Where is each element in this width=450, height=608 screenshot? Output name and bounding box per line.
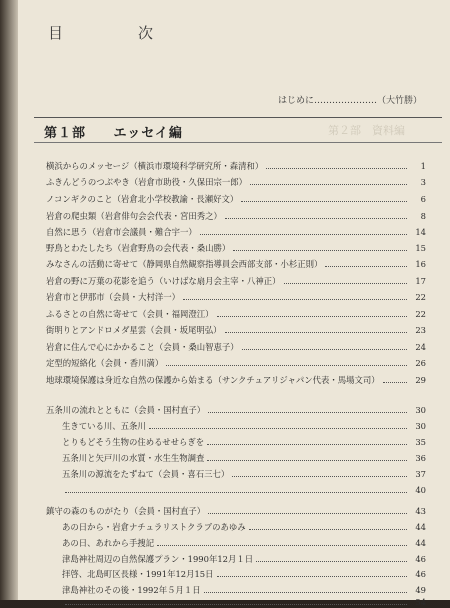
- toc-entry-page: 30: [415, 421, 426, 431]
- toc-entry-page: 40: [415, 485, 426, 495]
- toc-entry: [46, 226, 426, 238]
- toc-entry: [62, 553, 426, 565]
- toc-entry: [62, 537, 426, 549]
- part-title: エッセイ編: [113, 126, 183, 141]
- page-title: 目 次: [48, 24, 184, 42]
- leader-dots: [65, 492, 407, 493]
- toc-entry-title: 地球環境保護は身近な自然の保護から始まる（サンクチュアリジャパン代表・馬場文司）: [46, 375, 380, 385]
- leader-dots: [250, 184, 407, 185]
- toc-entry-page: 6: [420, 194, 426, 204]
- toc-entry: [46, 275, 426, 287]
- toc-entry: [46, 258, 426, 270]
- leader-dots: [183, 299, 407, 300]
- leader-dots: [207, 444, 407, 445]
- show-through-text: 第２部 資料編: [328, 124, 405, 137]
- toc-entry-title: 津島神社周辺の自然保護プラン・1990年12月１日: [62, 554, 254, 564]
- toc-entry-page: 17: [415, 276, 426, 286]
- toc-entry-page: 22: [415, 292, 426, 302]
- toc-entry-title: 拝啓、北島町区長様・1991年12月15日: [62, 569, 214, 579]
- toc-entry-title: 五条川の流れとともに（会員・国村直子）: [46, 405, 206, 415]
- leader-dots: [65, 604, 407, 605]
- toc-entry-title: 街明りとアンドロメダ星雲（会員・坂尾明弘）: [46, 325, 222, 335]
- toc-entry-page: 23: [415, 325, 426, 335]
- leader-dots: [149, 428, 407, 429]
- leader-dots: [249, 529, 407, 530]
- toc-entry-page: 37: [415, 469, 426, 479]
- toc-entry-page: 15: [415, 243, 426, 253]
- leader-dots: [383, 382, 407, 383]
- toc-entry-page: 14: [415, 227, 426, 237]
- leader-dots: [208, 412, 407, 413]
- leader-dots: [157, 545, 407, 546]
- leader-dots: [233, 250, 407, 251]
- toc-entry-page: 1: [420, 161, 426, 171]
- toc-entry-page: 44: [415, 522, 426, 532]
- toc-entry: [46, 210, 426, 222]
- toc-entry-page: 43: [415, 506, 426, 516]
- toc-entry-title: ノコンギクのこと（岩倉北小学校教諭・長瀬好文）: [46, 194, 239, 204]
- toc-entry-title: 津島神社のその後・1992年５月１日: [62, 585, 201, 595]
- toc-entry-title: 鎮守の森のものがたり（会員・国村直子）: [46, 506, 206, 516]
- toc-page: [18, 0, 450, 607]
- leader-dots: [217, 316, 408, 317]
- leader-dots: [204, 592, 407, 593]
- toc-entry: [62, 596, 426, 608]
- toc-entry-title: 岩倉市と伊那市（会員・大村洋一）: [46, 292, 180, 302]
- toc-entry-title: 五条川の源流をたずねて（会員・喜石三七）: [62, 469, 230, 479]
- toc-entry: [46, 505, 426, 517]
- toc-entry-title: 岩倉に住んで心にかかること（会員・桑山智恵子）: [46, 342, 239, 352]
- leader-dots: [208, 513, 407, 514]
- leader-dots: [284, 283, 408, 284]
- leader-dots: [225, 332, 407, 333]
- leader-dots: [325, 266, 407, 267]
- toc-entry-page: 54: [415, 597, 426, 607]
- toc-entry-page: 46: [415, 554, 426, 564]
- leader-dots: [200, 234, 407, 235]
- toc-entry: [46, 404, 426, 416]
- toc-entry-title: 岩倉の爬虫類（岩倉俳句会会代表・宮田秀之）: [46, 211, 222, 221]
- leader-dots: [207, 460, 407, 461]
- leader-dots: [242, 349, 407, 350]
- toc-entry: [46, 324, 426, 336]
- toc-entry: [46, 374, 426, 386]
- toc-entry-title: 自然に思う（岩倉市会議員・難合宇一）: [46, 227, 197, 237]
- toc-entry: [62, 436, 426, 448]
- leader-dots: [266, 168, 407, 169]
- leader-dots: [256, 561, 407, 562]
- toc-entry: [62, 521, 426, 533]
- toc-entry-page: 44: [415, 538, 426, 548]
- toc-entry-page: 35: [415, 437, 426, 447]
- toc-entry: [46, 193, 426, 205]
- page-binding-edge: [0, 0, 18, 600]
- toc-entry-page: 22: [415, 309, 426, 319]
- intro-entry: はじめに…………………（大竹勝）: [278, 96, 423, 106]
- toc-entry-page: 26: [415, 358, 426, 368]
- toc-entry-page: 30: [415, 405, 426, 415]
- leader-dots: [232, 476, 407, 477]
- leader-dots: [217, 576, 407, 577]
- toc-entry-page: 29: [415, 375, 426, 385]
- toc-entry-title: 横浜からのメッセージ（横浜市環境科学研究所・森清和）: [46, 161, 264, 171]
- toc-entry: [46, 291, 426, 303]
- part-number: 第１部: [44, 126, 87, 141]
- toc-entry: [46, 176, 426, 188]
- toc-entry-title: 野鳥とわたしたち（岩倉野鳥の会代表・桑山勝）: [46, 243, 231, 253]
- toc-entry: [62, 484, 426, 496]
- leader-dots: [241, 201, 407, 202]
- toc-entry-page: 36: [415, 453, 426, 463]
- toc-entry: [46, 357, 426, 369]
- toc-entry-title: 五条川と矢戸川の水質・水生生物調査: [62, 453, 205, 463]
- toc-entry: [62, 420, 426, 432]
- toc-entry-page: 46: [415, 569, 426, 579]
- toc-entry: [62, 468, 426, 480]
- toc-entry-title: 定型的短絡化（会員・香川満）: [46, 358, 164, 368]
- toc-entry: [62, 568, 426, 580]
- toc-entry-title: あの日から・岩倉ナチュラリストクラブのあゆみ: [62, 522, 246, 532]
- toc-entry-title: ふきんどうのつぶやき（岩倉市助役・久保田宗一郎）: [46, 177, 247, 187]
- toc-entry: [46, 242, 426, 254]
- toc-entry-page: 8: [420, 211, 426, 221]
- toc-entry-page: 3: [420, 177, 426, 187]
- toc-entry-title: みなさんの活動に寄せて（静岡県自然観察指導員会西部支部・小杉正則）: [46, 259, 323, 269]
- toc-entry: [46, 308, 426, 320]
- toc-entry-page: 16: [415, 259, 426, 269]
- toc-entry: [62, 452, 426, 464]
- toc-entry-title: 岩倉の野に万葉の花影を追う（いけばな扇月会主宰・八神正）: [46, 276, 281, 286]
- toc-entry: [46, 160, 426, 172]
- toc-entry-title: ふるさとの自然に寄せて（会員・福岡澄江）: [46, 309, 214, 319]
- toc-entry: [62, 584, 426, 596]
- toc-entry-title: あの日、あれから手捜記: [62, 538, 155, 548]
- toc-entry-title: とりもどそう生物の住めるせせらぎを: [62, 437, 205, 447]
- leader-dots: [166, 365, 407, 366]
- toc-entry-page: 24: [415, 342, 426, 352]
- leader-dots: [225, 218, 407, 219]
- toc-entry-page: 49: [415, 585, 426, 595]
- toc-entry-title: 生きている川、五条川: [62, 421, 146, 431]
- toc-list: [18, 0, 450, 607]
- toc-entry: [46, 341, 426, 353]
